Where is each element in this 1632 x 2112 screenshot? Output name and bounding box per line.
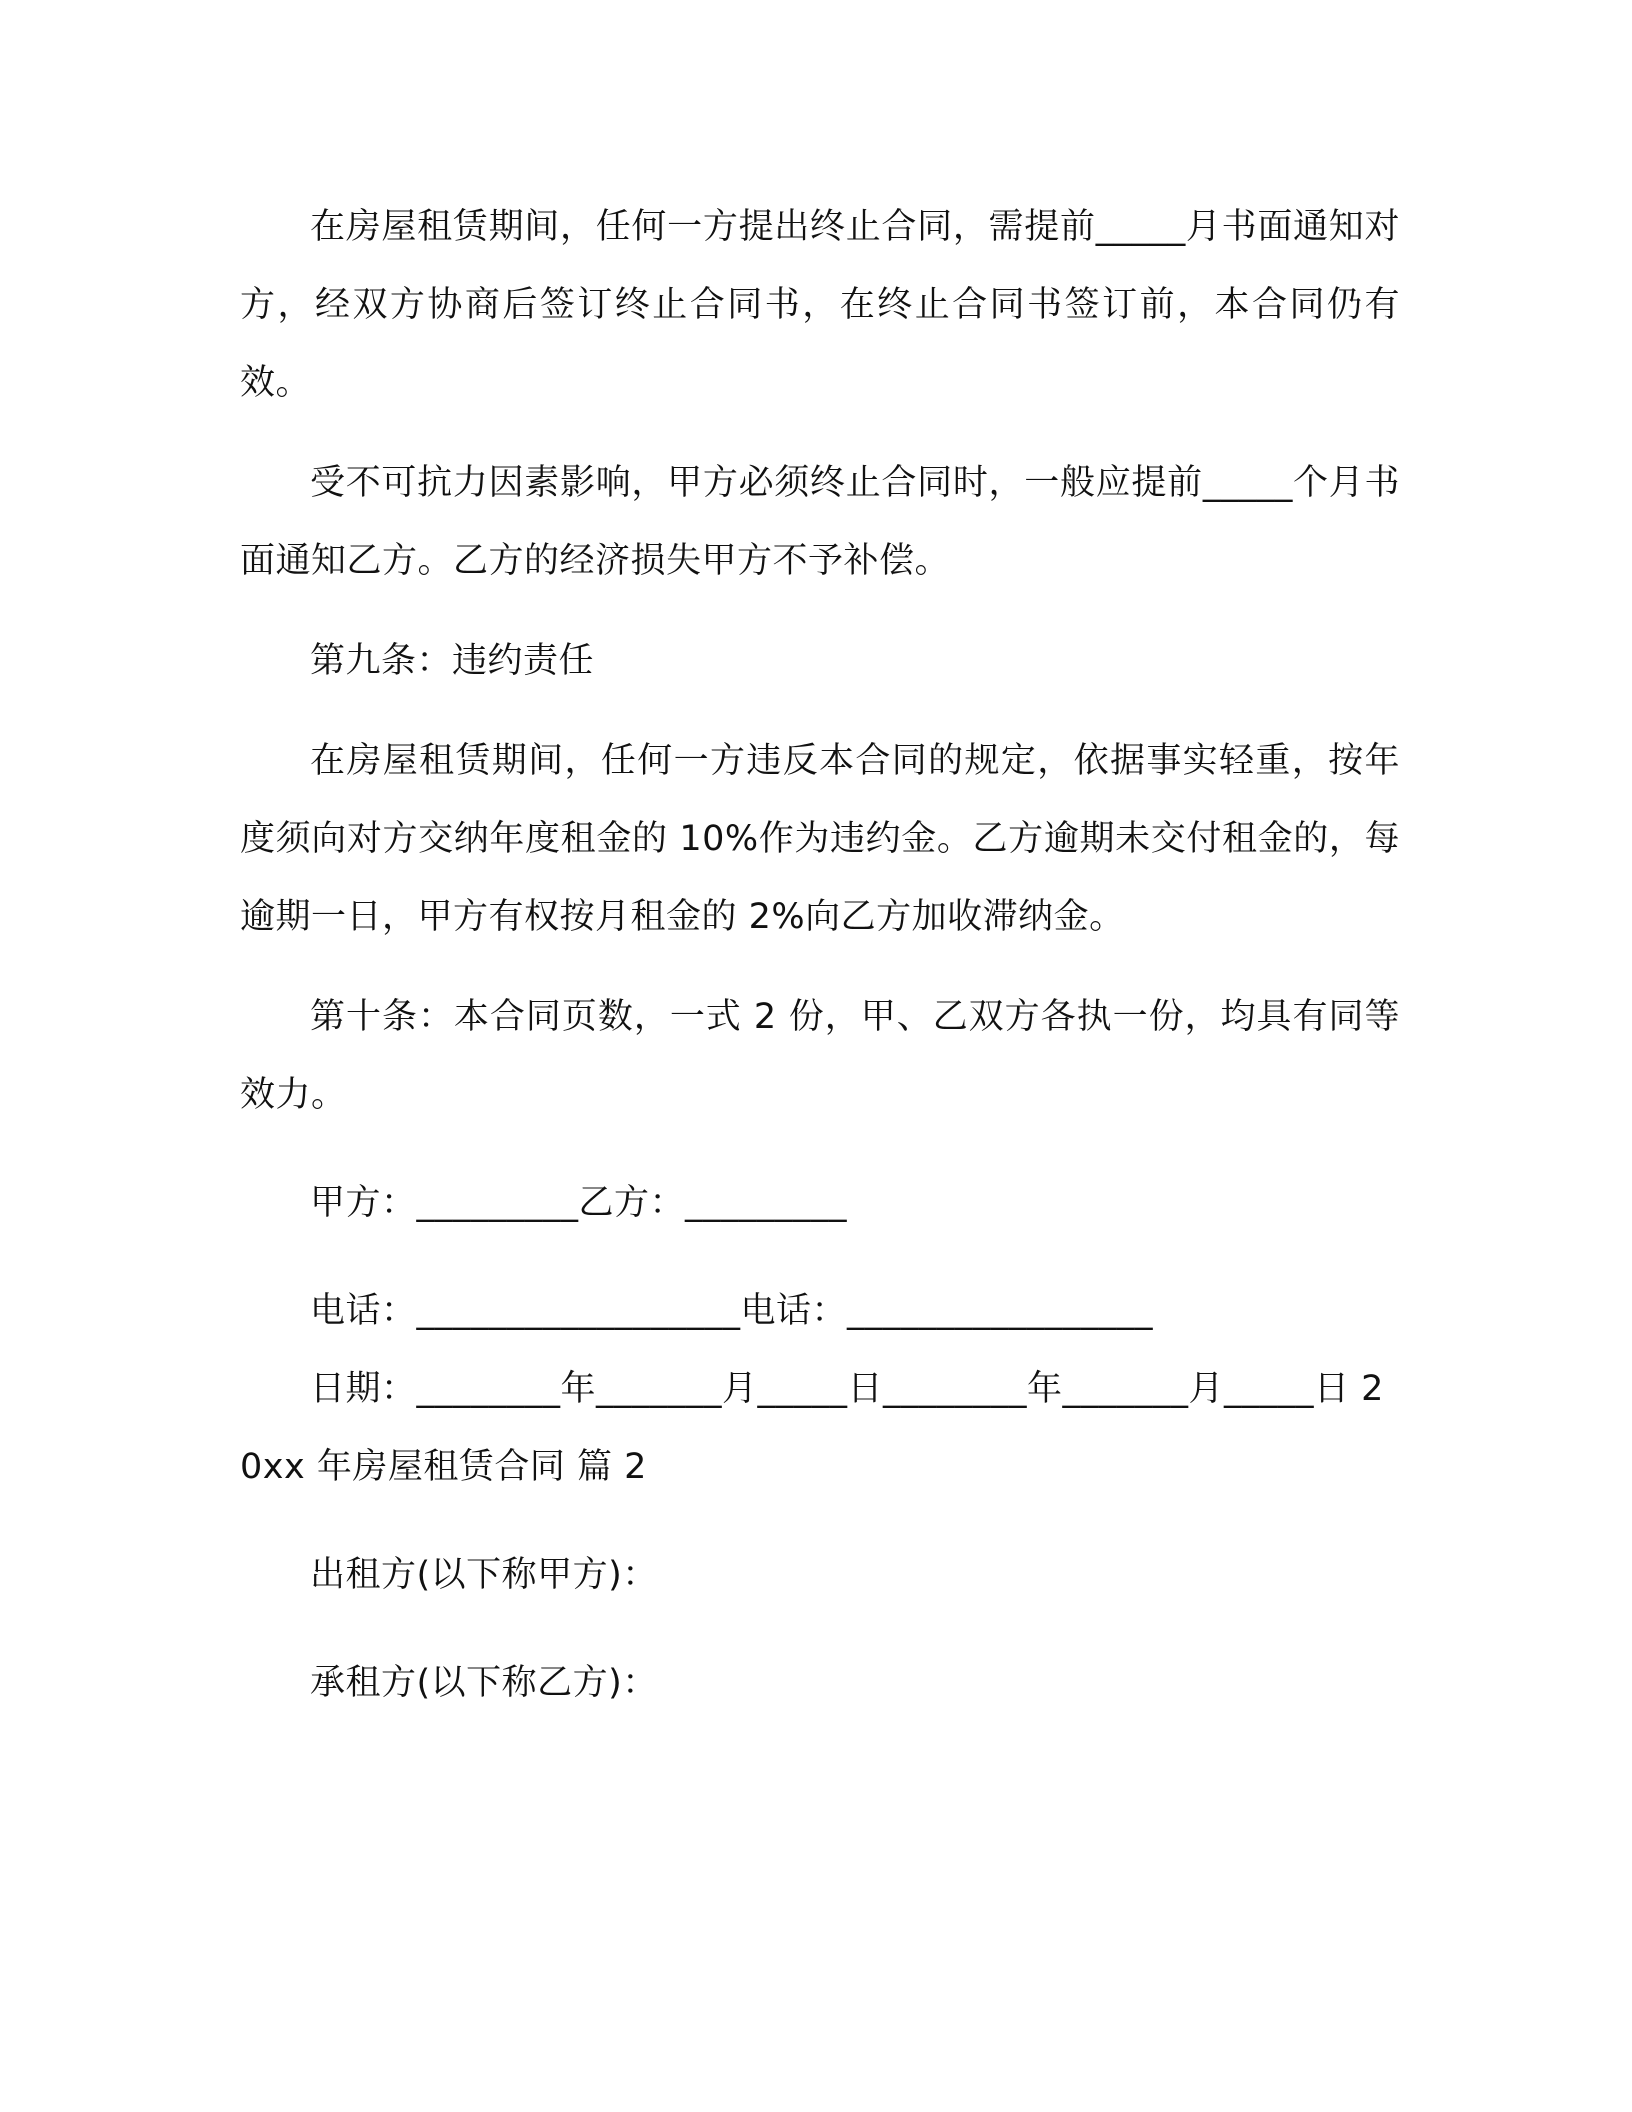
paragraph-force-majeure: 受不可抗力因素影响，甲方必须终止合同时，一般应提前_____个月书面通知乙方。乙方的经济损失甲方不予补偿。: [240, 463, 1400, 581]
lessor-label: 出租方(以下称甲方)：: [310, 1555, 658, 1595]
lessee-label: 承租方(以下称乙方)：: [310, 1663, 658, 1703]
document-page: [240, 188, 1400, 1722]
paragraph-breach-liability: 在房屋租赁期间，任何一方违反本合同的规定，依据事实轻重，按年度须向对方交纳年度租金的 10%作为违约金。乙方逾期未交付租金的，每逾期一日，甲方有权按月租金的 2%向乙方加收滞纳金。: [240, 741, 1400, 937]
signature-parties-line: 甲方：_________乙方：_________: [310, 1183, 848, 1223]
signature-phone-line: 电话：__________________电话：_________________: [310, 1291, 1154, 1331]
signature-date-line: 日期：________年_______月_____日________年_______月_____日 20xx 年房屋租赁合同 篇 2: [240, 1369, 1384, 1487]
article-ten: 第十条：本合同页数，一式 2 份，甲、乙双方各执一份，均具有同等效力。: [240, 997, 1400, 1115]
article-nine-heading: 第九条：违约责任: [310, 641, 595, 681]
paragraph-termination-notice: 在房屋租赁期间，任何一方提出终止合同，需提前_____月书面通知对方，经双方协商后签订终止合同书，在终止合同书签订前，本合同仍有效。: [240, 207, 1400, 403]
